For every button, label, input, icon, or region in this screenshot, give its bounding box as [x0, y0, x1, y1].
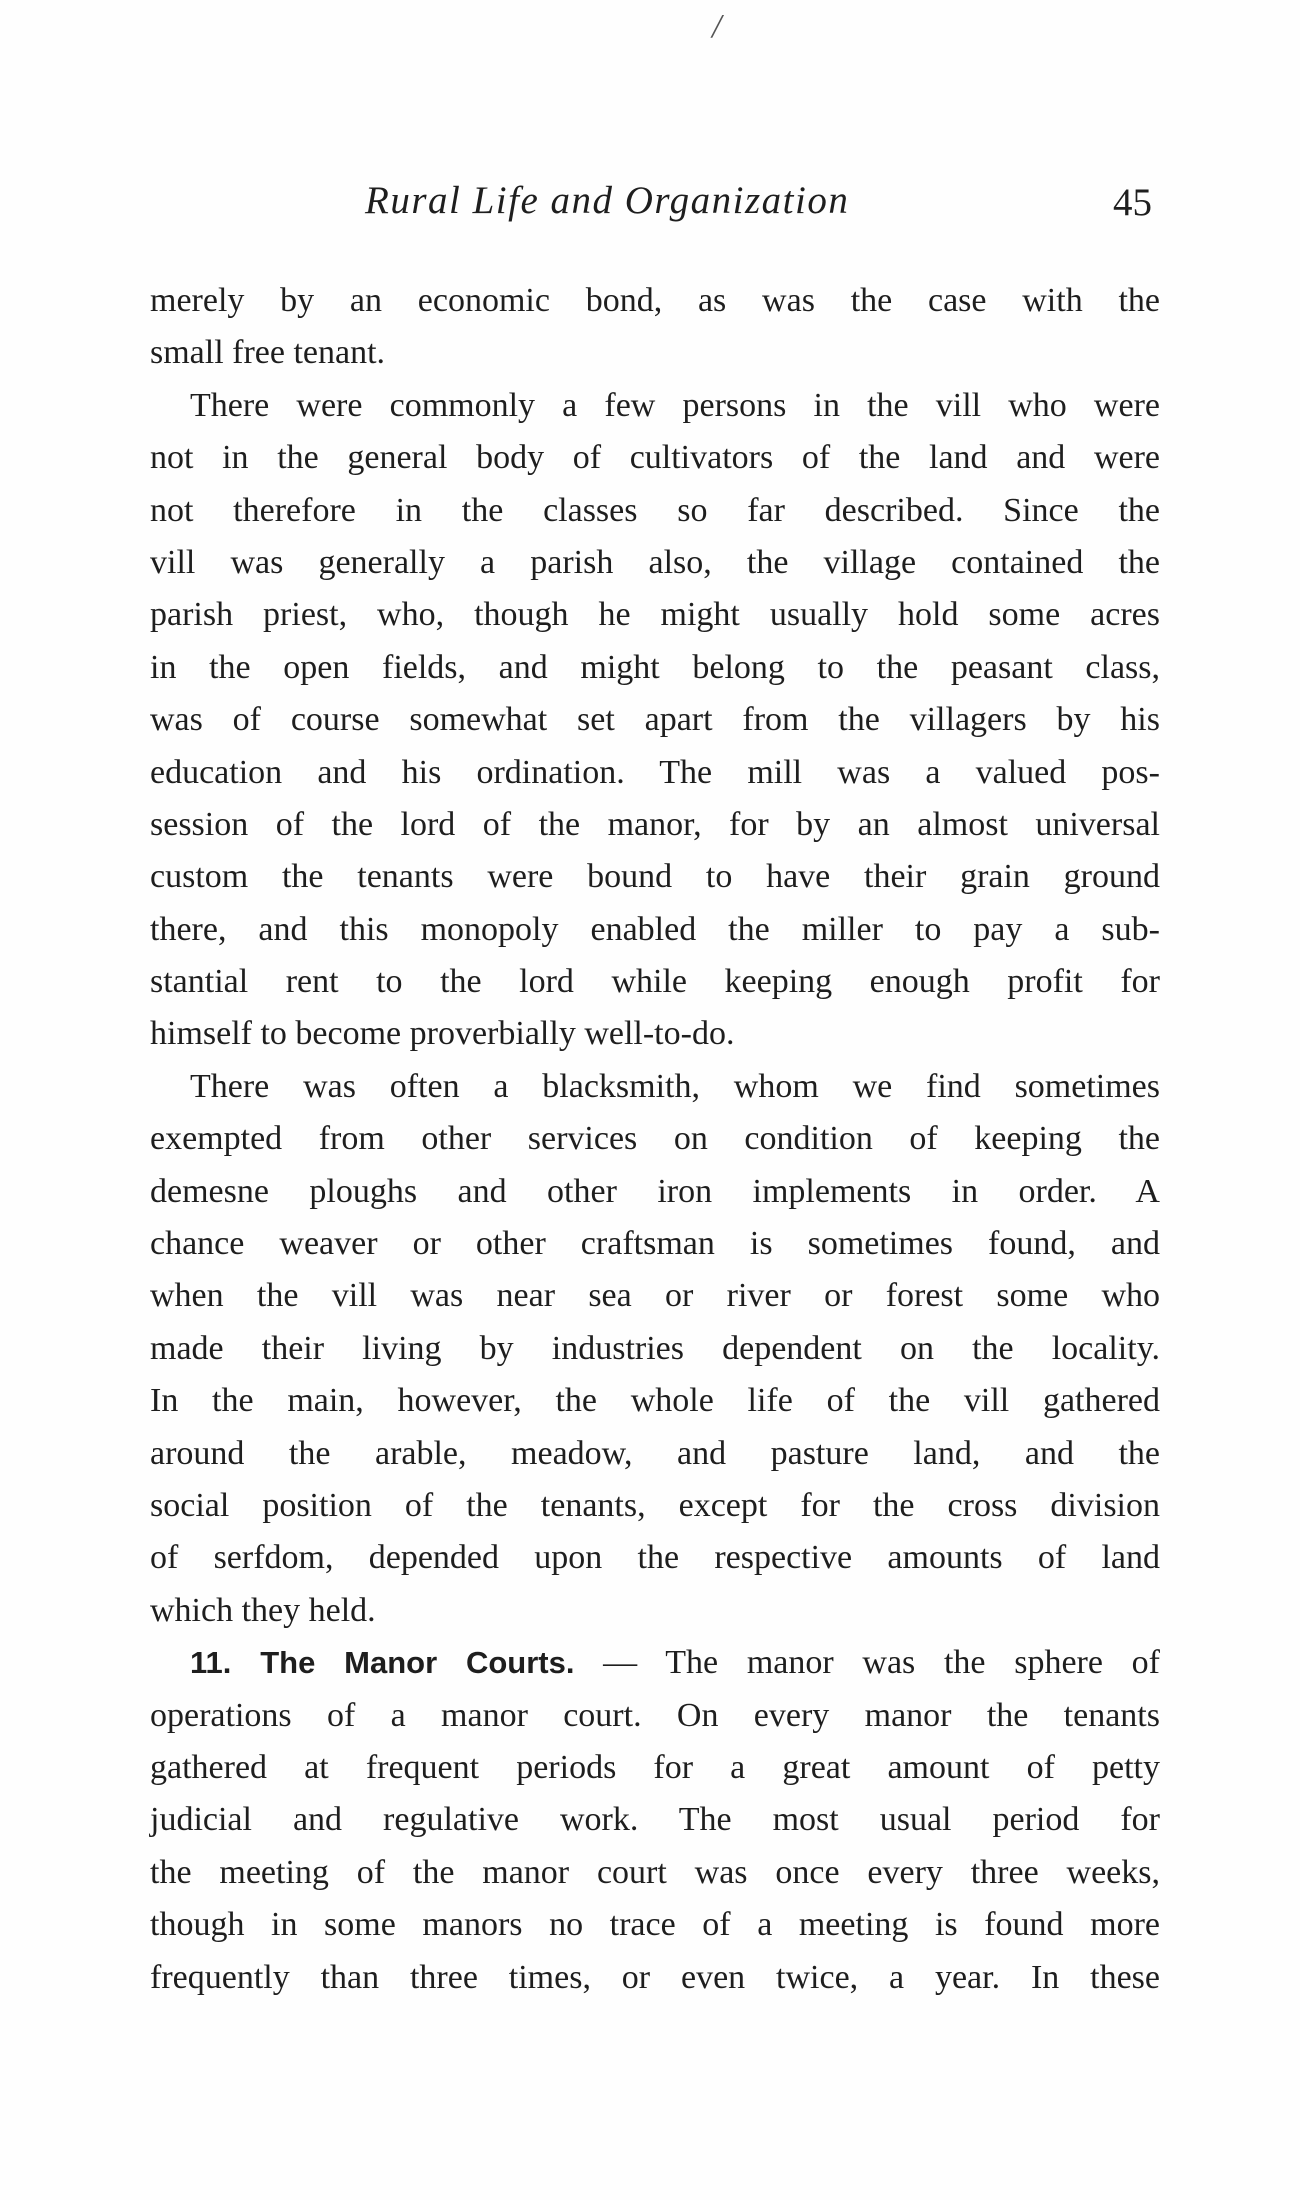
text-line: the meeting of the manor court was once every three weeks, [150, 1853, 1160, 1891]
text-line: there, and this monopoly enabled the miller to pay a sub- [150, 910, 1160, 948]
text-line: made their living by industries dependent on the locality. [150, 1329, 1160, 1367]
text-line: social position of the tenants, except for the cross division [150, 1486, 1160, 1524]
running-head [150, 178, 1160, 238]
text-line: exempted from other services on condition of keeping the [150, 1120, 1160, 1158]
stray-pencil-mark: / [712, 8, 722, 45]
text-line: operations of a manor court. On every manor the tenants [150, 1696, 1160, 1734]
running-title: Rural Life and Organization [365, 179, 850, 222]
text-line: frequently than three times, or even twice, a year. In these [150, 1958, 1160, 1996]
text-line: There was often a blacksmith, whom we find sometimes [190, 1067, 1160, 1105]
text-line: education and his ordination. The mill was a valued pos- [150, 753, 1160, 791]
text-line: not in the general body of cultivators of the land and were [150, 439, 1160, 477]
paragraph [150, 1637, 1160, 2004]
paragraph [150, 275, 1160, 380]
text-line: gathered at frequent periods for a great amount of petty [150, 1748, 1160, 1786]
text-line: around the arable, meadow, and pasture land, and the [150, 1434, 1160, 1472]
text-line: vill was generally a parish also, the village contained the [150, 543, 1160, 581]
text-line: judicial and regulative work. The most usual period for [150, 1801, 1160, 1839]
text-line: parish priest, who, though he might usually hold some acres [150, 596, 1160, 634]
text-line: when the vill was near sea or river or forest some who [150, 1277, 1160, 1315]
text-line: not therefore in the classes so far described. Since the [150, 491, 1160, 529]
section-heading: 11. The Manor Courts. [190, 1645, 575, 1681]
text-line: small free tenant. [150, 334, 386, 372]
text-line: stantial rent to the lord while keeping enough profit for [150, 963, 1160, 1001]
text-line: session of the lord of the manor, for by an almost universal [150, 805, 1160, 843]
text-line: himself to become proverbially well-to-do. [150, 1015, 735, 1053]
text-line: was of course somewhat set apart from the villagers by his [150, 701, 1160, 739]
text-line: chance weaver or other craftsman is sometimes found, and [150, 1225, 1160, 1263]
text-run: — The manor was the sphere of [574, 1644, 1160, 1682]
text-line: custom the tenants were bound to have their grain ground [150, 858, 1160, 896]
text-line: There were commonly a few persons in the vill who were [190, 386, 1160, 424]
page-number: 45 [1113, 181, 1152, 224]
text-line: In the main, however, the whole life of the vill gathered [150, 1382, 1160, 1420]
text-line [150, 1637, 1160, 1689]
text-line: in the open fields, and might belong to the peasant class, [150, 648, 1160, 686]
paragraph [150, 1061, 1160, 1637]
text-line: merely by an economic bond, as was the case with the [150, 282, 1160, 319]
text-line: demesne ploughs and other iron implements in order. A [150, 1172, 1160, 1210]
text-line: of serfdom, depended upon the respective amounts of land [150, 1539, 1160, 1577]
text-line: which they held. [150, 1591, 376, 1629]
text-line: though in some manors no trace of a meeting is found more [150, 1906, 1160, 1944]
body-text [150, 275, 1160, 2004]
paragraph [150, 380, 1160, 1061]
